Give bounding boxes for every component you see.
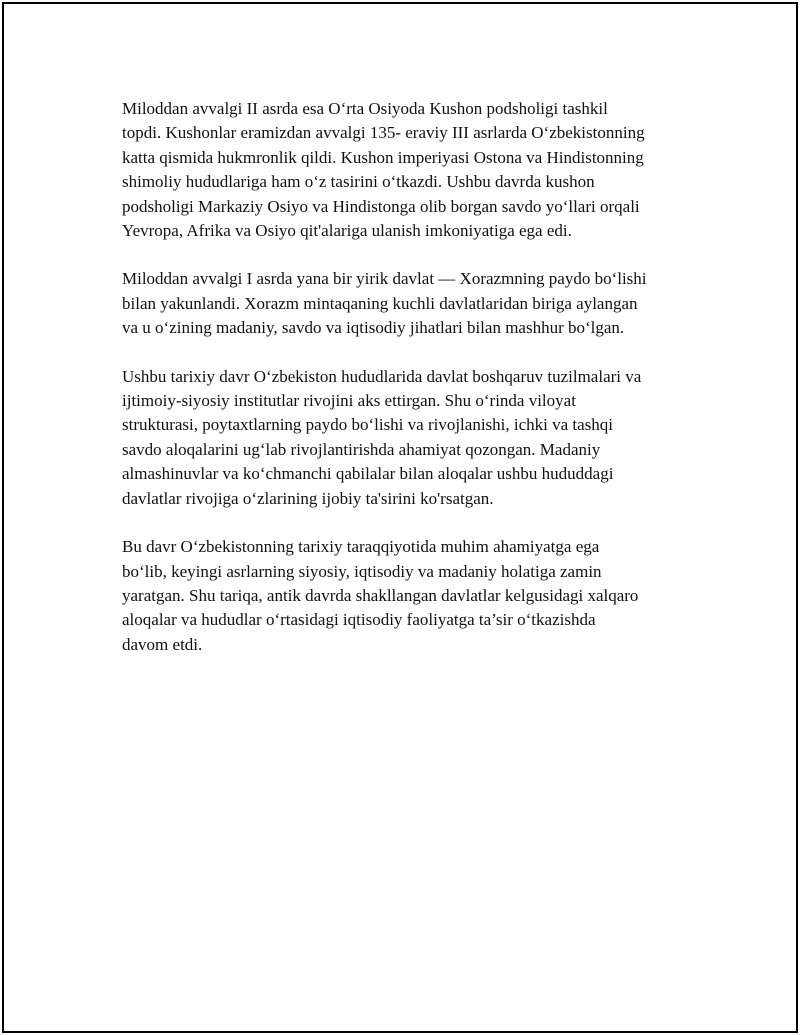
text-line: Ushbu tarixiy davr O‘zbekiston hududlarida davlat boshqaruv tuzilmalari va [122,366,642,386]
text-line: ijtimoiy-siyosiy institutlar rivojini aks ettirgan. Shu o‘rinda viloyat [122,391,576,411]
text-line: podsholigi Markaziy Osiyo va Hindistonga olib borgan savdo yo‘llari orqali [122,196,640,216]
text-line: strukturasi, poytaxtlarning paydo bo‘lishi va rivojlanishi, ichki va tashqi [122,415,614,435]
text-line: almashinuvlar va ko‘chmanchi qabilalar bilan aloqalar ushbu hududdagi [122,464,614,484]
text-line: katta qismida hukmronlik qildi. Kushon imperiyasi Ostona va Hindistonning [122,147,644,167]
text-line: bilan yakunlandi. Xorazm mintaqaning kuchli davlatlaridan biriga aylangan [122,293,638,313]
text-line: davlatlar rivojiga o‘zlarining ijobiy ta'sirini ko'rsatgan. [122,488,494,508]
text-line: Miloddan avvalgi I asrda yana bir yirik davlat — Xorazmning paydo bo‘lishi [122,269,647,289]
text-line: savdo aloqalarini ug‘lab rivojlantirishda ahamiyat qozongan. Madaniy [122,439,601,459]
page-frame [2,2,798,1033]
text-line: bo‘lib, keyingi asrlarning siyosiy, iqtisodiy va madaniy holatiga zamin [122,561,602,581]
text-line: shimoliy hududlariga ham o‘z tasirini o‘tkazdi. Ushbu davrda kushon [122,172,595,192]
text-line: davom etdi. [122,634,203,654]
paragraph-4 [122,535,722,657]
paragraph-2 [122,267,722,340]
text-line: yaratgan. Shu tariqa, antik davrda shakllangan davlatlar kelgusidagi xalqaro [122,585,639,605]
text-line: va u o‘zining madaniy, savdo va iqtisodiy jihatlari bilan mashhur bo‘lgan. [122,318,625,338]
paragraph-1 [122,97,722,243]
paragraph-3 [122,365,722,511]
text-line: aloqalar va hududlar o‘rtasidagi iqtisodiy faoliyatga ta’sir o‘tkazishda [122,610,596,630]
text-line: topdi. Kushonlar eramizdan avvalgi 135- eraviy III asrlarda O‘zbekistonning [122,123,645,143]
text-line: Bu davr O‘zbekistonning tarixiy taraqqiyotida muhim ahamiyatga ega [122,537,600,557]
document-body [122,97,722,681]
text-line: Yevropa, Afrika va Osiyo qit'alariga ulanish imkoniyatiga ega edi. [122,221,572,241]
text-line: Miloddan avvalgi II asrda esa O‘rta Osiyoda Kushon podsholigi tashkil [122,99,608,118]
